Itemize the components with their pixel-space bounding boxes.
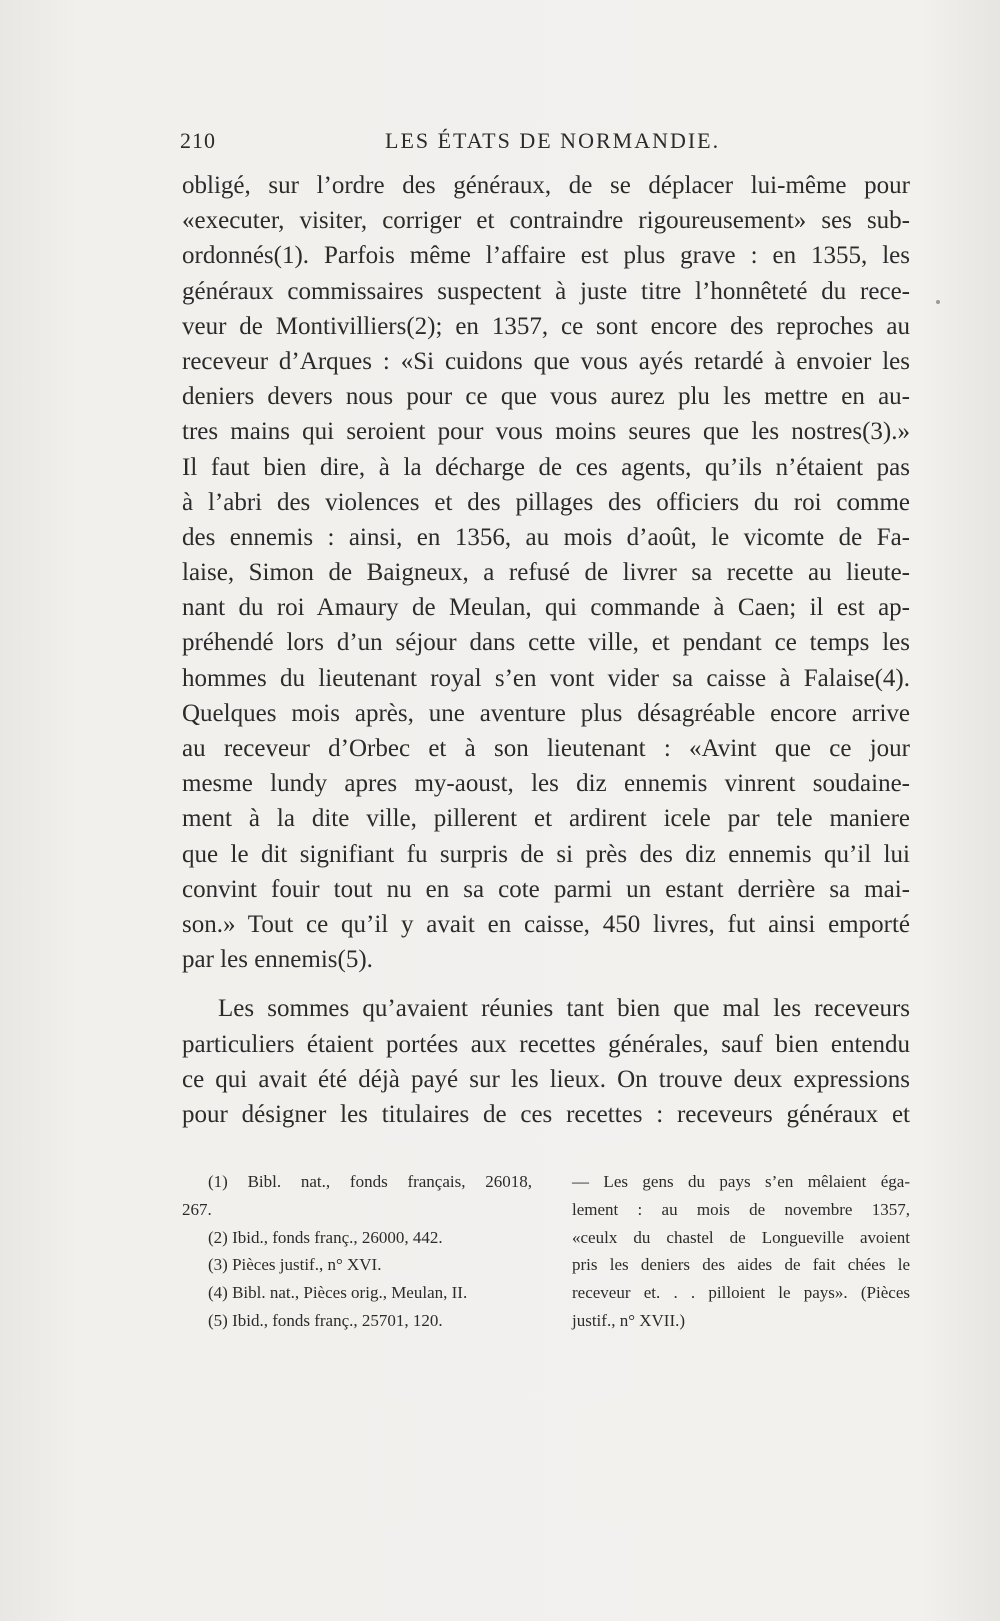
footnote-line: lement : au mois de novembre 1357, bbox=[572, 1199, 910, 1219]
footnote-line: 267. bbox=[182, 1199, 212, 1219]
running-header bbox=[180, 128, 910, 162]
text-line: Les sommes qu’avaient réunies tant bien que mal les receveurs bbox=[218, 995, 910, 1023]
body-text bbox=[182, 168, 910, 1132]
page-number: 210 bbox=[180, 128, 216, 153]
footnote-line: receveur et. . . pilloient le pays». (Pièces bbox=[572, 1283, 910, 1303]
text-line: par les ennemis(5). bbox=[182, 946, 373, 974]
text-line: au receveur d’Orbec et à son lieutenant : «Avint que ce jour bbox=[182, 735, 910, 762]
text-line: mesme lundy apres my-aoust, les diz ennemis vinrent soudaine- bbox=[182, 770, 910, 798]
text-line: tres mains qui seroient pour vous moins seures que les nostres(3).» bbox=[182, 418, 910, 446]
text-line: Il faut bien dire, à la décharge de ces agents, qu’ils n’étaient pas bbox=[182, 453, 910, 481]
footnote-line: (1) Bibl. nat., fonds français, 26018, bbox=[208, 1172, 532, 1191]
text-line: ment à la dite ville, pillerent et ardirent icele par tele maniere bbox=[182, 805, 910, 833]
footnote-line: justif., n° XVII.) bbox=[572, 1310, 686, 1330]
text-line: veur de Montivilliers(2); en 1357, ce sont encore des reproches au bbox=[182, 312, 910, 340]
text-line: obligé, sur l’ordre des généraux, de se déplacer lui-même pour bbox=[182, 172, 910, 199]
text-line: pour désigner les titulaires de ces recettes : receveurs généraux et bbox=[182, 1100, 910, 1128]
footnote-line: (4) Bibl. nat., Pièces orig., Meulan, II. bbox=[208, 1283, 468, 1303]
text-line: que le dit signifiant fu surpris de si près des diz ennemis qu’il lui bbox=[182, 840, 910, 868]
page-speck bbox=[936, 300, 940, 304]
text-line: généraux commissaires suspectent à juste titre l’honnêteté du rece- bbox=[182, 277, 910, 305]
footnote-line: — Les gens du pays s’en mêlaient éga- bbox=[572, 1172, 910, 1191]
text-line: hommes du lieutenant royal s’en vont vider sa caisse à Falaise(4). bbox=[182, 664, 910, 692]
text-line: deniers devers nous pour ce que vous aurez plu les mettre en au- bbox=[182, 383, 910, 411]
text-line: ce qui avait été déjà payé sur les lieux. On trouve deux expressions bbox=[182, 1065, 910, 1093]
text-line: laise, Simon de Baigneux, a refusé de livrer sa recette au lieute- bbox=[182, 559, 910, 587]
text-line: à l’abri des violences et des pillages des officiers du roi comme bbox=[182, 488, 910, 516]
text-line: son.» Tout ce qu’il y avait en caisse, 450 livres, fut ainsi emporté bbox=[182, 910, 910, 938]
text-line: particuliers étaient portées aux recettes générales, sauf bien entendu bbox=[182, 1030, 910, 1058]
text-line: des ennemis : ainsi, en 1356, au mois d’août, le vicomte de Fa- bbox=[182, 523, 910, 551]
footnotes-left-column bbox=[182, 1168, 532, 1335]
text-line: nant du roi Amaury de Meulan, qui commande à Caen; il est ap- bbox=[182, 594, 910, 622]
text-line: préhendé lors d’un séjour dans cette ville, et pendant ce temps les bbox=[182, 629, 910, 657]
footnote-line: (5) Ibid., fonds franç., 25701, 120. bbox=[208, 1310, 443, 1330]
footnotes bbox=[182, 1168, 910, 1348]
text-line: Quelques mois après, une aventure plus désagréable encore arrive bbox=[182, 699, 910, 727]
footnote-line: pris les deniers des aides de fait chées le bbox=[572, 1255, 910, 1275]
footnotes-right-column bbox=[572, 1168, 910, 1335]
footnote-line: «ceulx du chastel de Longueville avoient bbox=[572, 1227, 910, 1247]
footnote-line: (3) Pièces justif., n° XVI. bbox=[208, 1255, 382, 1275]
text-line: receveur d’Arques : «Si cuidons que vous ayés retardé à envoier les bbox=[182, 347, 910, 375]
text-line: ordonnés(1). Parfois même l’affaire est plus grave : en 1355, les bbox=[182, 242, 910, 270]
running-title: LES ÉTATS DE NORMANDIE. bbox=[385, 128, 721, 153]
text-line: «executer, visiter, corriger et contraindre rigoureusement» ses sub- bbox=[182, 207, 910, 235]
footnote-line: (2) Ibid., fonds franç., 26000, 442. bbox=[208, 1227, 443, 1247]
text-line: convint fouir tout nu en sa cote parmi un estant derrière sa mai- bbox=[182, 875, 910, 903]
